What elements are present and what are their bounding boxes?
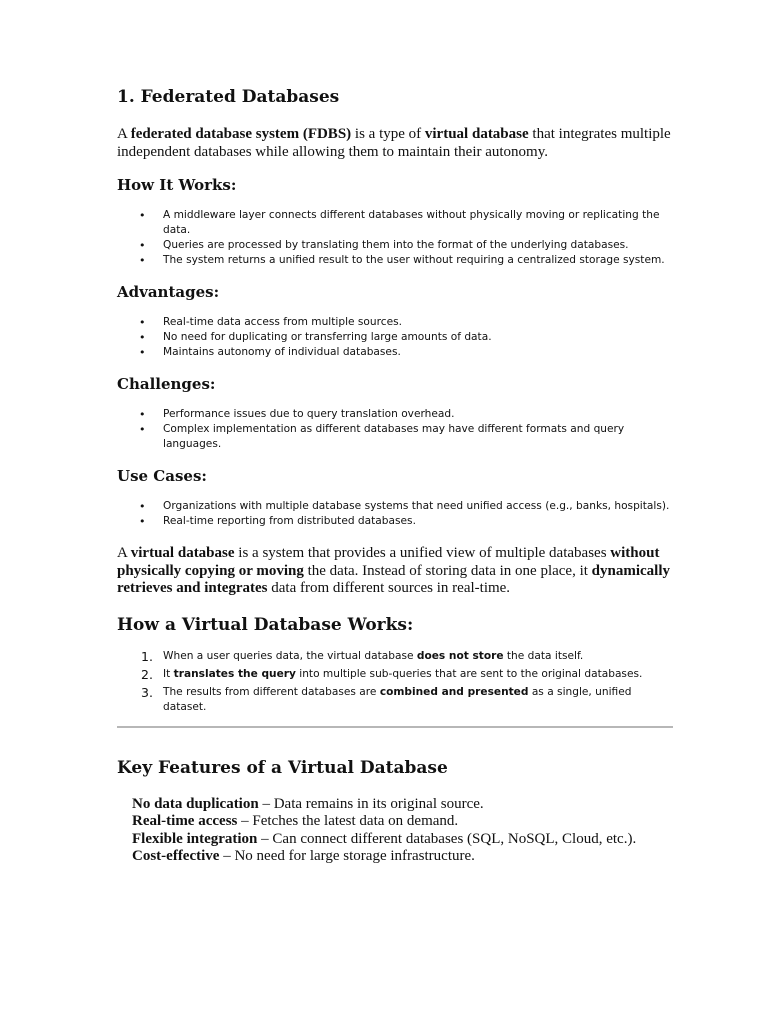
list-item: • Queries are processed by translating them into the format of the underlying databases.	[117, 238, 677, 253]
virtual-database-paragraph	[117, 545, 677, 598]
item-bold: combined and presented	[379, 685, 529, 698]
advantages-list	[117, 315, 677, 360]
numbered-item	[117, 667, 677, 682]
item-number: 1.	[141, 648, 153, 664]
feature-name: Real-time access	[132, 813, 238, 829]
item-text: into multiple sub-queries that are sent to the original databases.	[295, 667, 643, 680]
how-it-works-heading: How It Works:	[117, 176, 237, 194]
intro-bold-1: federated database system (FDBS)	[130, 126, 352, 142]
feature-item	[117, 796, 677, 814]
item-text: as a single, unified dataset.	[163, 685, 632, 713]
feature-description: – Can connect different databases (SQL, NoSQL, Cloud, etc.).	[257, 830, 637, 847]
feature-item	[117, 831, 677, 849]
feature-name: No data duplication	[132, 795, 259, 812]
how-vdb-works-list	[117, 649, 677, 715]
vdb-text-2: is a system that provides a unified view of multiple databases	[234, 545, 611, 561]
vdb-text-1: A	[117, 545, 131, 561]
intro-text-2: is a type of	[351, 126, 425, 142]
feature-name: Cost-effective	[132, 848, 220, 864]
numbered-item	[117, 685, 677, 715]
challenges-list	[117, 407, 677, 452]
list-item: • Complex implementation as different databases may have different formats and query languages.	[117, 422, 677, 452]
list-item: • Real-time reporting from distributed databases.	[117, 514, 677, 529]
item-text: The results from different databases are	[163, 685, 380, 698]
list-item: • No need for duplicating or transferring large amounts of data.	[117, 330, 677, 345]
item-number: 2.	[141, 666, 153, 682]
numbered-item	[117, 649, 677, 664]
item-text: When a user queries data, the virtual database	[163, 649, 417, 662]
vdb-text-3: the data. Instead of storing data in one place, it	[303, 562, 592, 579]
how-vdb-works-heading: How a Virtual Database Works:	[117, 614, 414, 635]
document-content	[117, 85, 677, 866]
key-features-heading: Key Features of a Virtual Database	[117, 757, 448, 778]
vdb-bold-3: dynamically retrieves and integrates	[117, 562, 671, 596]
item-bold: translates the query	[173, 667, 296, 680]
list-item: • Performance issues due to query translation overhead.	[117, 407, 677, 422]
challenges-heading: Challenges:	[117, 375, 216, 393]
vdb-bold-2: without physically copying or moving	[117, 545, 660, 579]
intro-text-1: A	[117, 126, 131, 142]
advantages-heading: Advantages:	[117, 283, 220, 301]
horizontal-rule	[117, 726, 673, 728]
use-cases-list	[117, 499, 677, 529]
list-item: • Real-time data access from multiple sources.	[117, 315, 677, 330]
list-item: • The system returns a unified result to the user without requiring a centralized storage system.	[117, 253, 677, 268]
feature-description: – Data remains in its original source.	[258, 795, 484, 812]
list-item: • A middleware layer connects different databases without physically moving or replicating the data.	[117, 208, 677, 238]
list-item: • Organizations with multiple database systems that need unified access (e.g., banks, hospitals).	[117, 499, 677, 514]
feature-item	[117, 848, 677, 866]
intro-paragraph	[117, 126, 677, 161]
page-title: 1. Federated Databases	[117, 87, 340, 107]
item-number: 3.	[141, 684, 153, 700]
key-features-list	[117, 796, 677, 866]
use-cases-heading: Use Cases:	[117, 467, 207, 485]
item-text: the data itself.	[503, 649, 584, 662]
vdb-bold-1: virtual database	[130, 545, 235, 561]
item-bold: does not store	[416, 649, 504, 662]
feature-name: Flexible integration	[132, 830, 258, 847]
list-item: • Maintains autonomy of individual databases.	[117, 345, 677, 360]
vdb-text-4: data from different sources in real-time.	[267, 580, 511, 596]
item-text: It	[163, 667, 174, 680]
how-it-works-list	[117, 208, 677, 268]
feature-item	[117, 813, 677, 831]
intro-bold-2: virtual database	[424, 126, 529, 142]
intro-text-3: that integrates multiple independent databases while allowing them to maintain their autonomy.	[117, 126, 671, 160]
feature-description: – No need for large storage infrastructure.	[219, 848, 475, 864]
feature-description: – Fetches the latest data on demand.	[237, 813, 459, 829]
